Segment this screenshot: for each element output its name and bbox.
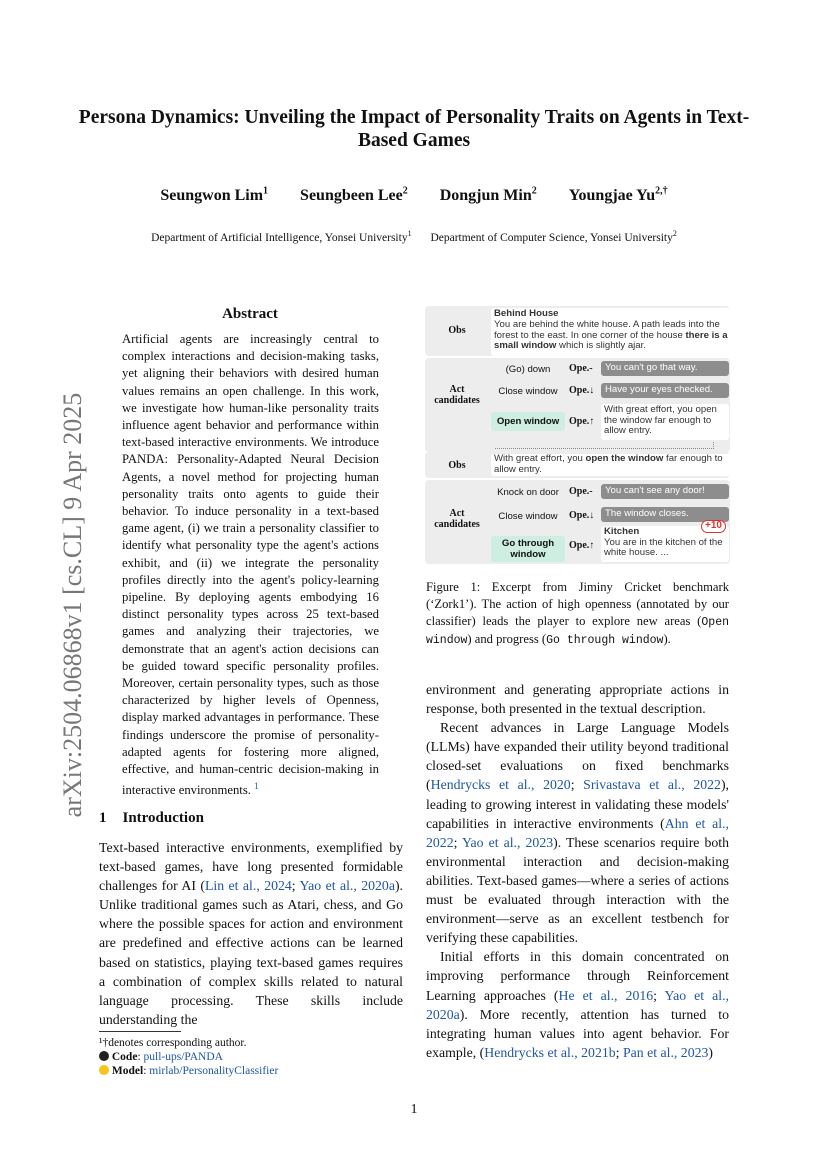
- action-candidate: (Go) down: [505, 364, 551, 375]
- footnote: ¹†denotes corresponding author.: [99, 1037, 247, 1049]
- act-label: Act candidates: [434, 384, 480, 406]
- paragraph: Initial efforts in this domain concentrated on improving performance through Reinforcement Learning approaches (He et al., 2016; Yao et al., 2020a). More recently, attention has turned to integrating human values into agent behavior. For example, (Hendrycks et al., 2021b; Pan et al., 2023): [426, 949, 729, 1060]
- act-label: Act candidates: [434, 508, 480, 530]
- action-candidate-highlight: Open window: [491, 412, 565, 431]
- obs-label: Obs: [448, 460, 466, 471]
- arxiv-stamp: [18, 370, 87, 840]
- citation-link[interactable]: He et al., 2016: [558, 987, 654, 1003]
- action-candidate: Close window: [498, 511, 558, 522]
- page-number: 1: [410, 1102, 418, 1117]
- citation-link[interactable]: Hendrycks et al., 2021b: [484, 1044, 616, 1060]
- openness-score: Ope.-: [569, 363, 593, 374]
- intro-paragraph: Text-based interactive environments, exemplified by text-based games, have long presented formidable challenges for AI (Lin et al., 2024; Yao et al., 2020a). Unlike traditional games such as Atari, chess, and Go where the possible spaces for action and environment are predefined and effective actions can be learned based on statistics, playing text-based games requires a combination of complex skills related to natural language processing. These skills include understanding the: [99, 840, 403, 1027]
- figure-caption: Figure 1: Excerpt from Jiminy Cricket benchmark (‘Zork1’). The action of high openness (annotated by our classifier) leads the player to explore new areas (Open window) and progress (Go through window).: [426, 580, 729, 647]
- figure-1: [425, 306, 730, 568]
- action-candidate: Knock on door: [497, 487, 559, 498]
- paper-title: Persona Dynamics: Unveiling the Impact of Personality Traits on Agents in Text-Based Games: [78, 107, 750, 151]
- obs-label: Obs: [448, 325, 466, 336]
- arxiv-id: arXiv:2504.06868v1 [cs.CL] 9 Apr 2025: [58, 392, 87, 818]
- section-heading: 1 Introduction: [99, 810, 204, 826]
- huggingface-icon: [99, 1065, 109, 1075]
- openness-score: Ope.↑: [569, 416, 595, 427]
- obs-text: Behind House You are behind the white house. A path leads into the forest to the east. In one corner of the house there is a small window which is slightly ajar.: [491, 308, 733, 356]
- author: Seungbeen Lee$^2$: [300, 186, 408, 205]
- footnote-rule: [99, 1031, 181, 1032]
- openness-score: Ope.↓: [569, 385, 595, 396]
- citation-link[interactable]: Yao et al., 2023: [461, 834, 554, 850]
- footnote-link[interactable]: 1: [254, 781, 259, 792]
- abstract-text: Artificial agents are increasingly central to complex interactions and decision-making tasks, yet aligning their behaviors with desired human values remains an open challenge. In this work, we investigate how human-like personality traits influence agent behavior and performance within text-based interactive environments. We introduce PANDA: Personality-Adapted Neural Decision Agents, a novel method for projecting human personality traits onto agents to guide their behavior. To induce personality in a text-based game agent, (i) we train a personality classifier to identify what personality type the agent's actions exhibit, and (ii) we integrate the personality profiles directly into the agent's policy-learning pipeline. By deploying agents embodying 16 distinct personality types across 25 text-based games and analyzing their trajectories, we demonstrate that an agent's action decisions can be guided toward specific personality profiles. Moreover, certain personality types, such as those characterized by higher levels of Openness, display marked advantages in performance. These findings underscore the promise of personality-adapted agents for fostering more aligned, effective, and human-centric decision-making in interactive environments. $^1$: [122, 332, 379, 798]
- citation-link[interactable]: Yao et al., 2020a: [299, 878, 395, 894]
- model-link[interactable]: mirlab/PersonalityClassifier: [149, 1065, 279, 1077]
- citation-link[interactable]: Pan et al., 2023: [622, 1044, 709, 1060]
- affiliation: Department of Artificial Intelligence, Yonsei University$^1$: [151, 229, 412, 244]
- paragraph: Recent advances in Large Language Models (LLMs) have expanded their utility beyond traditional closed-set evaluations on fixed benchmarks (Hendrycks et al., 2020; Srivastava et al., 2022), leading to growing interest in validating these models' capabilities in interactive environments (Ahn et al., 2022; Yao et al., 2023). These scenarios require both environmental interaction and decision-making abilities. Text-based games—where a series of actions must be evaluated through interaction with the environment—serve as an excellent testbench for verifying these capabilities.: [426, 720, 730, 946]
- author: Youngjae $Yu^{2,\dagger}$: [568, 186, 668, 205]
- action-result: You can't see any door!: [601, 484, 729, 499]
- openness-score: Ope.-: [569, 486, 593, 497]
- affiliation: Department of Computer Science, Yonsei University$^2$: [430, 229, 677, 244]
- action-result: Kitchen You are in the kitchen of the white house. ... +10: [601, 526, 729, 562]
- abstract-heading: Abstract: [222, 306, 278, 322]
- openness-score: Ope.↓: [569, 510, 595, 521]
- code-link[interactable]: pull-ups/PANDA: [143, 1051, 223, 1063]
- openness-score: Ope.↑: [569, 540, 595, 551]
- action-result: The window closes.: [601, 507, 729, 522]
- reward-badge: +10: [701, 520, 726, 533]
- affiliations: [0, 229, 828, 244]
- obs-text: With great effort, you open the window far enough to allow entry.: [491, 454, 733, 476]
- action-result: You can't go that way.: [601, 361, 729, 376]
- action-candidate-highlight: Go through window: [491, 536, 565, 562]
- author: Dongjun Min$^2$: [439, 186, 537, 205]
- citation-link[interactable]: Srivastava et al., 2022: [583, 777, 721, 793]
- action-result: With great effort, you open the window far enough to allow entry.: [601, 404, 729, 440]
- action-candidate: Close window: [498, 386, 558, 397]
- model-footnote: Model: mirlab/PersonalityClassifier: [99, 1064, 278, 1078]
- code-footnote: Code: pull-ups/PANDA: [99, 1050, 223, 1064]
- citation-link[interactable]: Hendrycks et al., 2020: [430, 777, 571, 793]
- arrow-connector: [495, 442, 714, 449]
- citation-link[interactable]: Yao et al., 2020a: [426, 987, 729, 1022]
- citation-link[interactable]: Lin et al., 2024: [204, 878, 292, 894]
- author: Seungwon Lim$^1$: [160, 186, 269, 205]
- github-icon: [99, 1051, 109, 1061]
- action-result: Have your eyes checked.: [601, 383, 729, 398]
- author-list: [0, 186, 828, 205]
- citation-link[interactable]: Ahn et al., 2022: [426, 815, 729, 850]
- right-column-text: [426, 680, 729, 1062]
- paragraph: environment and generating appropriate actions in response, both presented in the textual description.: [426, 682, 729, 717]
